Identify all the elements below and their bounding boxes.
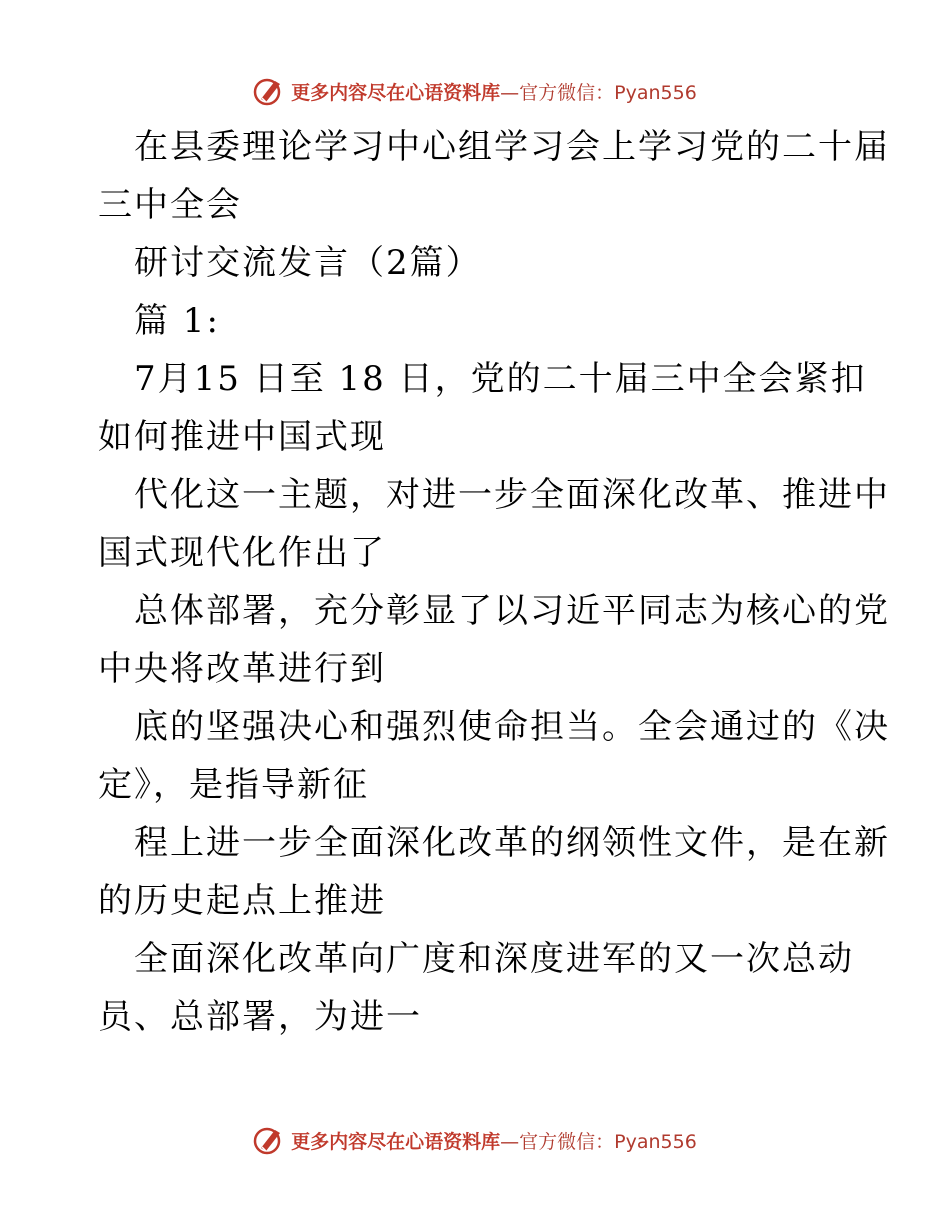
pen-nib-logo-icon <box>253 1124 285 1156</box>
watermark-text <box>291 78 697 105</box>
doc-line: 在县委理论学习中心组学习会上学习党的二十届 <box>134 127 890 167</box>
doc-line: 程上进一步全面深化改革的纲领性文件，是在新 <box>134 823 890 863</box>
watermark-separator: — <box>500 1130 520 1153</box>
doc-line: 员、总部署，为进一 <box>98 997 422 1037</box>
document-body <box>98 118 890 1046</box>
doc-line: 底的坚强决心和强烈使命担当。全会通过的《决 <box>134 707 890 747</box>
doc-line: 代化这一主题，对进一步全面深化改革、推进中 <box>134 475 890 515</box>
doc-line: 7月15 日至 18 日，党的二十届三中全会紧扣 <box>134 359 867 399</box>
watermark-site: 更多内容尽在心语资料库 <box>291 81 501 104</box>
doc-line: 定》，是指导新征 <box>98 765 369 805</box>
header-watermark <box>0 71 950 111</box>
doc-line: 的历史起点上推进 <box>98 881 386 921</box>
watermark-contact: 官方微信：Pyan556 <box>519 1130 697 1153</box>
doc-line: 如何推进中国式现 <box>98 417 386 457</box>
pen-nib-logo-icon <box>253 75 285 107</box>
doc-line: 研讨交流发言（2篇） <box>134 243 482 283</box>
watermark-separator: — <box>500 81 520 104</box>
doc-line: 全面深化改革向广度和深度进军的又一次总动 <box>134 939 854 979</box>
watermark-site: 更多内容尽在心语资料库 <box>291 1130 501 1153</box>
doc-line: 国式现代化作出了 <box>98 533 386 573</box>
watermark-contact: 官方微信：Pyan556 <box>519 81 697 104</box>
watermark-text <box>291 1127 697 1154</box>
doc-line: 篇 1: <box>134 301 220 341</box>
doc-line: 总体部署，充分彰显了以习近平同志为核心的党 <box>134 591 890 631</box>
footer-watermark <box>0 1120 950 1160</box>
doc-line: 三中全会 <box>98 185 242 225</box>
doc-line: 中央将改革进行到 <box>98 649 386 689</box>
